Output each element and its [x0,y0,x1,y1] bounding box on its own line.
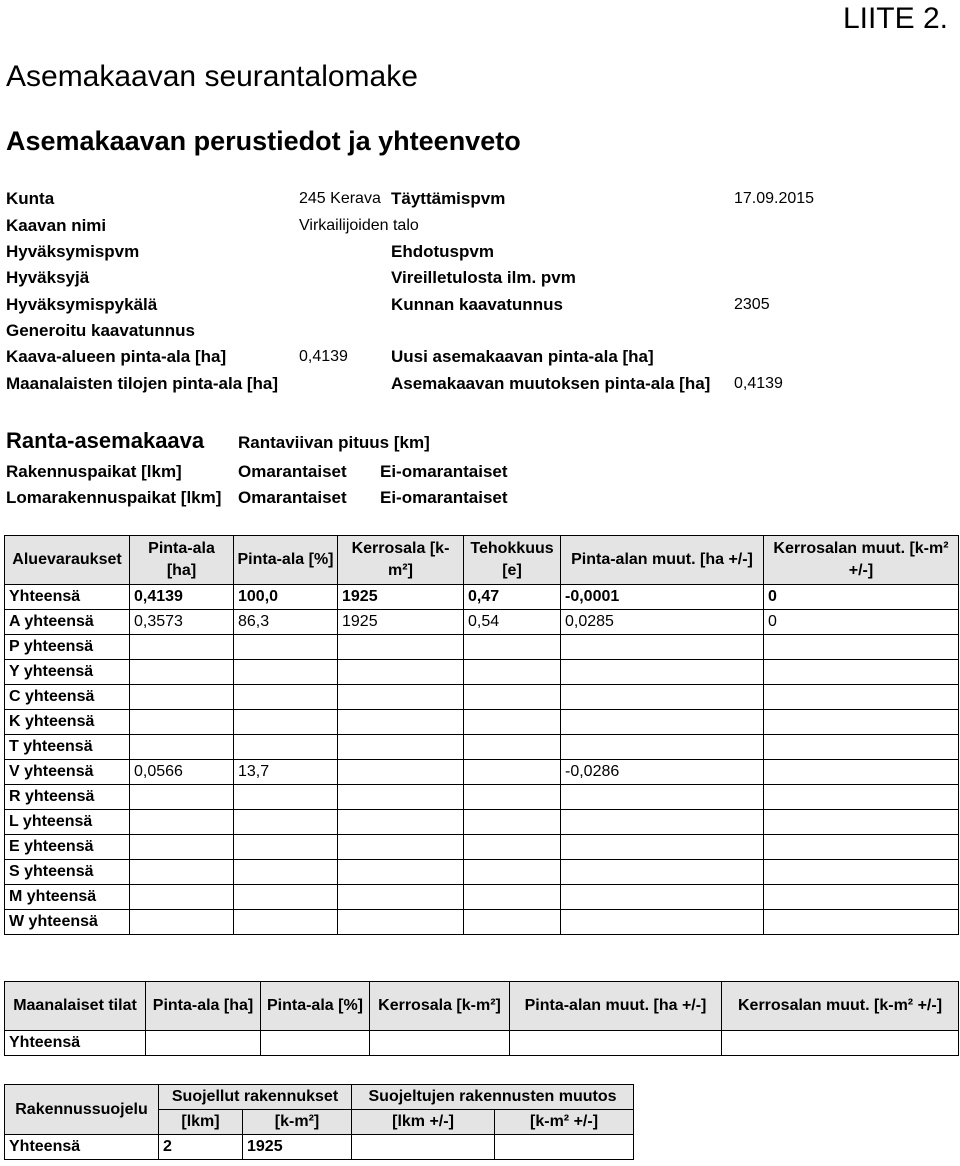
areas-row-label: Y yhteensä [5,660,130,685]
underground-cell [261,1031,370,1056]
areas-cell [338,685,464,710]
protection-group-protected: Suojellut rakennukset [159,1085,352,1110]
areas-column-header: Aluevaraukset [5,536,130,585]
areas-cell [561,735,764,760]
areas-cell [764,860,959,885]
vireilletulo-label: Vireilletulosta ilm. pvm [391,268,576,287]
underground-column-header: Kerrosalan muut. [k-m² +/-] [722,982,959,1031]
rakennuspaikat-label: Rakennuspaikat [lkm] [6,462,182,481]
underground-column-header: Kerrosala [k-m²] [370,982,510,1031]
areas-cell [764,760,959,785]
areas-cell: 0,3573 [130,610,234,635]
areas-cell [464,635,561,660]
areas-cell [130,785,234,810]
protection-sub-header: [k-m²] [243,1110,352,1135]
areas-cell: -0,0001 [561,585,764,610]
appendix-label: LIITE 2. [842,2,948,35]
areas-row-label: P yhteensä [5,635,130,660]
lomarakennuspaikat-omarantaiset: Omarantaiset [238,488,347,507]
areas-cell: 0,47 [464,585,561,610]
underground-header-row [5,982,959,1031]
areas-cell [130,735,234,760]
protection-row [5,1135,634,1160]
underground-cell [370,1031,510,1056]
areas-cell [561,910,764,935]
areas-cell [234,635,338,660]
areas-cell [234,685,338,710]
areas-cell [338,760,464,785]
areas-cell: 0 [764,610,959,635]
areas-row [5,710,959,735]
areas-row [5,910,959,935]
areas-cell [561,660,764,685]
areas-cell [464,660,561,685]
areas-row-label: Yhteensä [5,585,130,610]
areas-row [5,810,959,835]
areas-row [5,735,959,760]
areas-cell [561,810,764,835]
areas-cell [464,810,561,835]
areas-cell [464,860,561,885]
areas-cell [561,710,764,735]
protection-sub-header: [lkm] [159,1110,243,1135]
areas-cell [561,835,764,860]
areas-cell [130,910,234,935]
kaavan-nimi-label: Kaavan nimi [6,216,107,235]
muutos-ala-label: Asemakaavan muutoksen pinta-ala [ha] [391,374,711,393]
areas-cell [464,760,561,785]
areas-cell [130,835,234,860]
areas-cell: 13,7 [234,760,338,785]
areas-cell: 0,0285 [561,610,764,635]
areas-cell [561,785,764,810]
areas-row [5,885,959,910]
areas-cell [561,860,764,885]
areas-cell [764,910,959,935]
areas-row-label: L yhteensä [5,810,130,835]
kunta-label: Kunta [6,189,55,208]
areas-cell [338,910,464,935]
areas-cell: 0,0566 [130,760,234,785]
areas-cell [234,910,338,935]
protection-cell [352,1135,495,1160]
protection-row-label: Yhteensä [5,1135,159,1160]
protection-row-header: Rakennussuojelu [5,1085,159,1135]
areas-column-header: Kerrosalan muut. [k-m² +/-] [764,536,959,585]
section-title: Asemakaavan perustiedot ja yhteenveto [6,126,521,156]
areas-row [5,860,959,885]
generoitu-kaavatunnus-label: Generoitu kaavatunnus [6,321,195,340]
areas-cell [464,885,561,910]
areas-cell [234,710,338,735]
areas-cell [561,885,764,910]
areas-cell [464,910,561,935]
areas-cell [764,835,959,860]
areas-cell [338,785,464,810]
protection-sub-header: [k-m² +/-] [495,1110,634,1135]
areas-cell [234,810,338,835]
underground-column-header: Maanalaiset tilat [5,982,146,1031]
muutos-ala-value: 0,4139 [734,375,783,392]
rakennuspaikat-ei-omarantaiset: Ei-omarantaiset [380,462,508,481]
areas-row-label: E yhteensä [5,835,130,860]
protection-cell: 2 [159,1135,243,1160]
areas-cell: 86,3 [234,610,338,635]
areas-cell [130,660,234,685]
areas-cell [464,835,561,860]
areas-row [5,585,959,610]
areas-cell [338,735,464,760]
hyvaksymispykala-label: Hyväksymispykälä [6,295,158,314]
areas-cell [338,810,464,835]
building-protection-table [4,1084,634,1160]
areas-cell: 0 [764,585,959,610]
areas-cell [130,685,234,710]
maanalaiset-ala-label: Maanalaisten tilojen pinta-ala [ha] [6,374,279,393]
areas-row-label: C yhteensä [5,685,130,710]
areas-row [5,660,959,685]
areas-row [5,785,959,810]
areas-row [5,760,959,785]
areas-column-header: Pinta-alan muut. [ha +/-] [561,536,764,585]
underground-cell [146,1031,261,1056]
areas-row-label: M yhteensä [5,885,130,910]
areas-cell [234,735,338,760]
areas-cell [764,885,959,910]
areas-column-header: Pinta-ala [%] [234,536,338,585]
areas-cell [130,885,234,910]
areas-cell [338,635,464,660]
areas-row-label: K yhteensä [5,710,130,735]
areas-column-header: Pinta-ala [ha] [130,536,234,585]
area-reservations-table [4,535,959,935]
protection-cell: 1925 [243,1135,352,1160]
areas-cell: 1925 [338,610,464,635]
areas-cell [338,835,464,860]
areas-cell: 100,0 [234,585,338,610]
areas-cell [561,685,764,710]
areas-cell [464,685,561,710]
kaava-alue-ala-label: Kaava-alueen pinta-ala [ha] [6,347,227,366]
hyvaksyja-label: Hyväksyjä [6,268,90,287]
areas-cell [464,735,561,760]
kaava-alue-ala-value: 0,4139 [299,348,348,365]
areas-cell [764,810,959,835]
kaavatunnus-label: Kunnan kaavatunnus [391,295,563,314]
areas-cell [764,685,959,710]
areas-cell [130,635,234,660]
tayttamispvm-label: Täyttämispvm [391,189,506,208]
underground-column-header: Pinta-ala [ha] [146,982,261,1031]
rantaviiva-label: Rantaviivan pituus [km] [238,433,430,452]
protection-cell [495,1135,634,1160]
areas-row [5,635,959,660]
underground-row [5,1031,959,1056]
underground-cell [510,1031,722,1056]
kunta-value: 245 Kerava [299,190,381,207]
underground-table [4,981,959,1056]
underground-row-label: Yhteensä [5,1031,146,1056]
areas-row-label: S yhteensä [5,860,130,885]
protection-group-changes: Suojeltujen rakennusten muutos [352,1085,634,1110]
areas-cell [234,785,338,810]
areas-header-row [5,536,959,585]
areas-cell [130,860,234,885]
areas-cell [130,710,234,735]
underground-column-header: Pinta-alan muut. [ha +/-] [510,982,722,1031]
areas-cell [234,835,338,860]
areas-cell [234,885,338,910]
areas-cell [338,860,464,885]
areas-cell [234,660,338,685]
areas-cell: 0,4139 [130,585,234,610]
hyvaksymispvm-label: Hyväksymispvm [6,242,140,261]
areas-cell [338,710,464,735]
underground-cell [722,1031,959,1056]
tayttamispvm-value: 17.09.2015 [734,190,815,207]
areas-row [5,835,959,860]
lomarakennuspaikat-ei-omarantaiset: Ei-omarantaiset [380,488,508,507]
areas-row-label: R yhteensä [5,785,130,810]
areas-cell [764,785,959,810]
areas-row-label: W yhteensä [5,910,130,935]
areas-cell [338,660,464,685]
areas-cell [234,860,338,885]
underground-column-header: Pinta-ala [%] [261,982,370,1031]
areas-row-label: V yhteensä [5,760,130,785]
areas-cell: 0,54 [464,610,561,635]
areas-cell [561,635,764,660]
areas-cell: 1925 [338,585,464,610]
areas-row [5,610,959,635]
areas-row-label: A yhteensä [5,610,130,635]
areas-cell [464,710,561,735]
ranta-title: Ranta-asemakaava [6,428,205,453]
protection-sub-header: [lkm +/-] [352,1110,495,1135]
ehdotuspvm-label: Ehdotuspvm [391,242,494,261]
areas-cell [764,735,959,760]
areas-row-label: T yhteensä [5,735,130,760]
uusi-asemakaava-ala-label: Uusi asemakaavan pinta-ala [ha] [391,347,654,366]
document-title: Asemakaavan seurantalomake [6,60,418,93]
areas-cell: -0,0286 [561,760,764,785]
areas-cell [338,885,464,910]
kaavan-nimi-value: Virkailijoiden talo [299,217,419,234]
areas-cell [464,785,561,810]
areas-column-header: Kerrosala [k-m²] [338,536,464,585]
areas-row [5,685,959,710]
rakennuspaikat-omarantaiset: Omarantaiset [238,462,347,481]
areas-cell [130,810,234,835]
areas-cell [764,660,959,685]
areas-column-header: Tehokkuus [e] [464,536,561,585]
areas-cell [764,635,959,660]
kaavatunnus-value: 2305 [734,296,770,313]
areas-cell [764,710,959,735]
lomarakennuspaikat-label: Lomarakennuspaikat [lkm] [6,488,222,507]
